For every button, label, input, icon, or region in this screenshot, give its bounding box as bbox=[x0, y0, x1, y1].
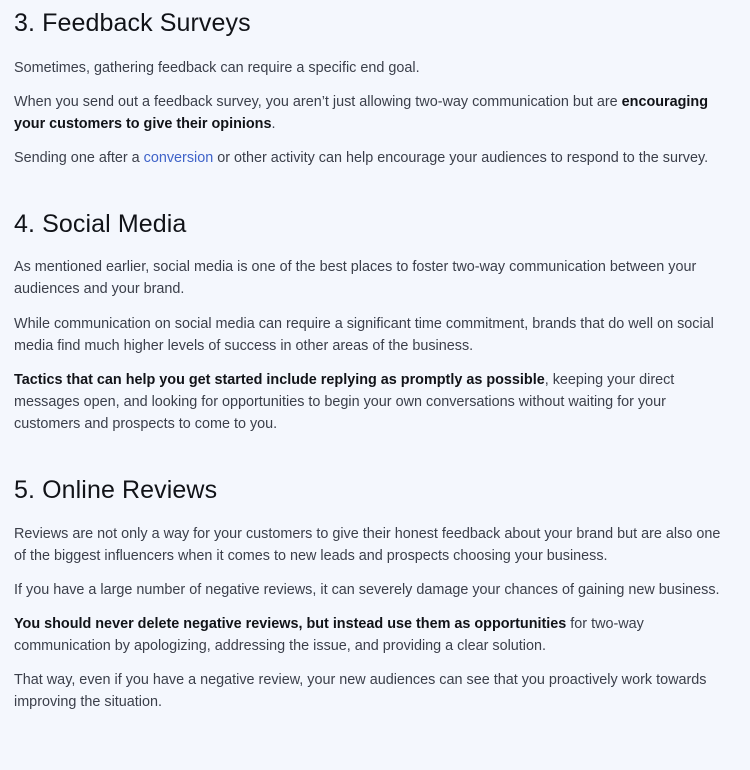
bold-emphasis: encouraging your customers to give their opinions bbox=[14, 94, 709, 132]
conversion-link[interactable]: conversion bbox=[143, 150, 214, 166]
paragraph: That way, even if you have a negative review, your new audiences can see that you proactively work towards improving the situation. bbox=[14, 672, 707, 710]
paragraph: If you have a large number of negative reviews, it can severely damage your chances of gaining new business. bbox=[14, 582, 720, 598]
section-heading-feedback-surveys: 3. Feedback Surveys bbox=[14, 9, 251, 37]
paragraph: Sending one after a conversion or other activity can help encourage your audiences to respond to the survey. bbox=[14, 150, 709, 166]
section-heading-social-media: 4. Social Media bbox=[14, 210, 187, 238]
paragraph: Tactics that can help you get started include replying as promptly as possible, keeping your direct messages open, and looking for opportunities to begin your own conversations without waiting for your customers and prospects to come to you. bbox=[14, 372, 675, 432]
bold-emphasis: Tactics that can help you get started include replying as promptly as possible bbox=[14, 372, 545, 388]
paragraph: While communication on social media can require a significant time commitment, brands that do well on social media find much higher levels of success in other areas of the business. bbox=[14, 316, 714, 354]
paragraph: Reviews are not only a way for your customers to give their honest feedback about your brand but are also one of the biggest influencers when it comes to new leads and prospects choosing your business. bbox=[14, 526, 721, 564]
paragraph: Sometimes, gathering feedback can require a specific end goal. bbox=[14, 60, 420, 76]
paragraph: When you send out a feedback survey, you aren’t just allowing two-way communication but are encouraging your customers to give their opinions. bbox=[14, 94, 709, 132]
paragraph: You should never delete negative reviews, but instead use them as opportunities for two-way communication by apologizing, addressing the issue, and providing a clear solution. bbox=[14, 616, 644, 654]
bold-emphasis: You should never delete negative reviews, but instead use them as opportunities bbox=[14, 616, 567, 632]
paragraph: As mentioned earlier, social media is one of the best places to foster two-way communication between your audiences and your brand. bbox=[14, 259, 697, 297]
section-heading-online-reviews: 5. Online Reviews bbox=[14, 476, 218, 504]
